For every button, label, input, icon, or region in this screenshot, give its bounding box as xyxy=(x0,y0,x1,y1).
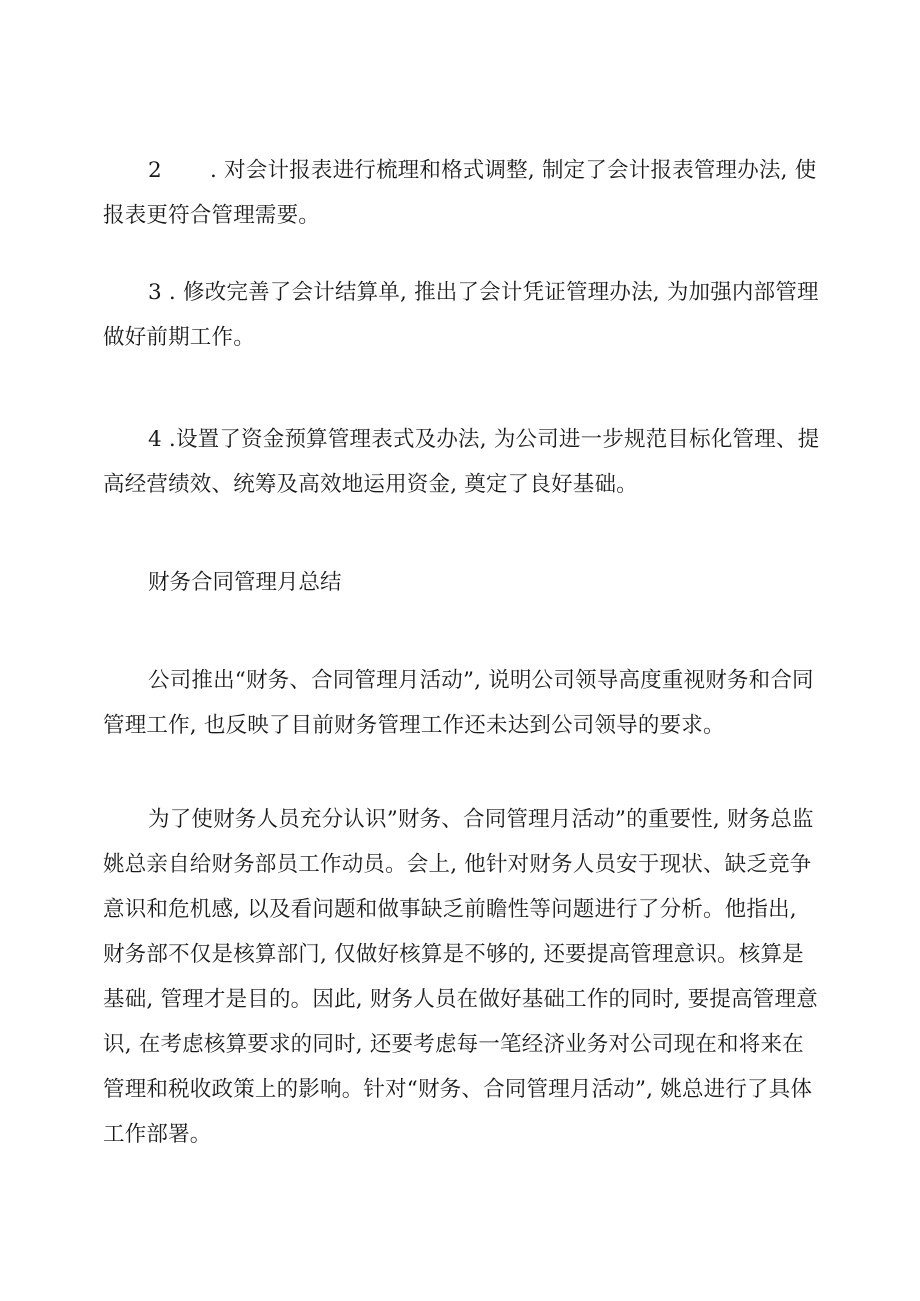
list-item-2 xyxy=(103,148,823,238)
list-item-3 xyxy=(103,270,823,360)
list-item-number: 3 xyxy=(148,280,162,305)
list-item-4 xyxy=(103,417,823,507)
body-paragraph-1 xyxy=(103,658,823,748)
paragraph-text: 为了使财务人员充分认识”财务、合同管理月活动”的重要性, 财务总监姚总亲自给财务部员工作动员。会上, 他针对财务人员安于现状、缺乏竞争意识和危机感, 以及看问题和做事缺乏前瞻性等问题进行了分析。他指出, 财务部不仅是核算部门, 仅做好核算是不够的, 还要提高管理意识。核算是基础, 管理才是目的。因此, 财务人员在做好基础工作的同时, 要提高管理意识, 在考虑核算要求的同时, 还要考虑每一笔经济业务对公司现在和将来在管理和税收政策上的影响。针对“财务、合同管理月活动”, 姚总进行了具体工作部署。 xyxy=(103,807,818,1147)
list-item-number: 2 xyxy=(148,158,162,183)
paragraph-text: 公司推出“财务、合同管理月活动”, 说明公司领导高度重视财务和合同管理工作, 也反映了目前财务管理工作还未达到公司领导的要求。 xyxy=(103,668,814,738)
list-item-text: . 修改完善了会计结算单, 推出了会计凭证管理办法, 为加强内部管理做好前期工作。 xyxy=(103,280,819,350)
body-paragraph-2 xyxy=(103,797,823,1157)
list-item-text: . 对会计报表进行梳理和格式调整, 制定了会计报表管理办法, 使报表更符合管理需要。 xyxy=(103,158,817,228)
list-item-number: 4 xyxy=(148,427,162,452)
section-title: 财务合同管理月总结 xyxy=(148,570,342,595)
list-item-text: .设置了资金预算管理表式及办法, 为公司进一步规范目标化管理、提高经营绩效、统筹及高效地运用资金, 奠定了良好基础。 xyxy=(103,427,820,497)
